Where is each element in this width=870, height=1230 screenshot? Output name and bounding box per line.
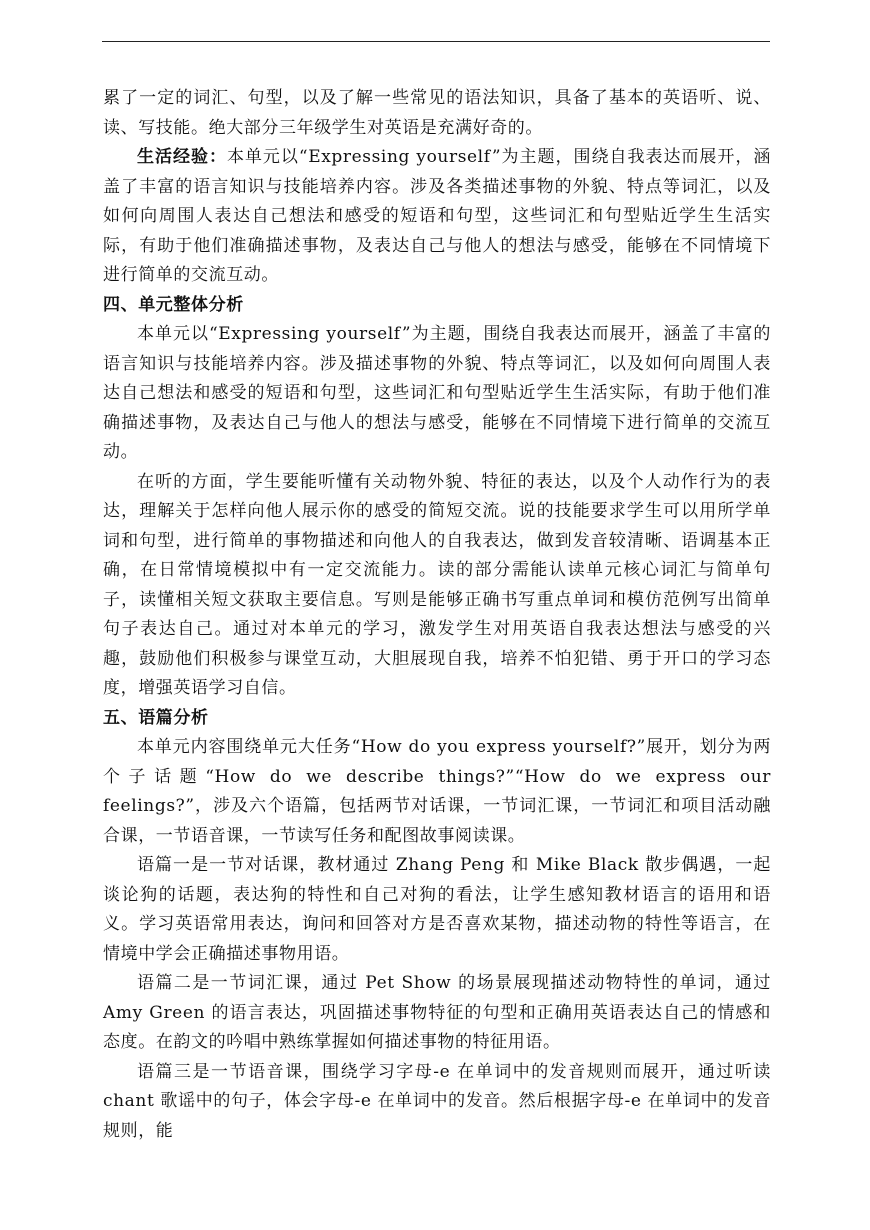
life-experience-text: 本单元以“Expressing yourself”为主题，围绕自我表达而展开，涵盖了丰富的语言知识与技能培养内容。涉及各类描述事物的外貌、特点等词汇，以及如何向周围人表达自己想法和感受的短语和句型，这些词汇和句型贴近学生生活实际，有助于他们准确描述事物，及表达自己与他人的想法与感受，能够在不同情境下进行简单的交流互动。	[103, 147, 772, 285]
section-5-paragraph-2: 语篇一是一节对话课，教材通过 Zhang Peng 和 Mike Black 散步偶遇，一起谈论狗的话题，表达狗的特性和自己对狗的看法，让学生感知教材语言的语用和语义。学习英语常用表达，询问和回答对方是否喜欢某物，描述动物的特性等语言，在情境中学会正确描述事物用语。	[103, 855, 771, 964]
section-4-heading: 四、单元整体分析	[103, 294, 244, 315]
document-body	[103, 84, 771, 1146]
life-experience-paragraph	[103, 143, 771, 291]
section-5-heading: 五、语篇分析	[103, 707, 209, 728]
life-experience-label: 生活经验：	[137, 147, 227, 167]
section-4-paragraph-2: 在听的方面，学生要能听懂有关动物外貌、特征的表达，以及个人动作行为的表达，理解关于怎样向他人展示你的感受的简短交流。说的技能要求学生可以用所学单词和句型，进行简单的事物描述和向他人的自我表达，做到发音较清晰、语调基本正确，在日常情境模拟中有一定交流能力。读的部分需能认读单元核心词汇与简单句子，读懂相关短文获取主要信息。写则是能够正确书写重点单词和模仿范例写出简单句子表达自己。通过对本单元的学习，激发学生对用英语自我表达想法与感受的兴趣，鼓励他们积极参与课堂互动，大胆展现自我，培养不怕犯错、勇于开口的学习态度，增强英语学习自信。	[103, 471, 771, 698]
section-4-paragraph-1: 本单元以“Expressing yourself”为主题，围绕自我表达而展开，涵盖了丰富的语言知识与技能培养内容。涉及描述事物的外貌、特点等词汇，以及如何向周围人表达自己想法和感受的短语和句型，这些词汇和句型贴近学生生活实际，有助于他们准确描述事物，及表达自己与他人的想法与感受，能够在不同情境下进行简单的交流互动。	[103, 324, 771, 462]
section-5-paragraph-4: 语篇三是一节语音课，围绕学习字母-e 在单词中的发音规则而展开，通过听读 chant 歌谣中的句子，体会字母-e 在单词中的发音。然后根据字母-e 在单词中的发音规则，能	[103, 1061, 771, 1141]
section-5-paragraph-3: 语篇二是一节词汇课，通过 Pet Show 的场景展现描述动物特性的单词，通过 Amy Green 的语言表达，巩固描述事物特征的句型和正确用英语表达自己的情感和态度。在韵文的吟唱中熟练掌握如何描述事物的特征用语。	[103, 973, 771, 1052]
header-rule	[102, 41, 770, 42]
section-5-paragraph-1: 本单元内容围绕单元大任务“How do you express yourself?”展开，划分为两个子话题“How do we describe things?”“How do we express our feelings?”，涉及六个语篇，包括两节对话课，一节词汇课，一节词汇和项目活动融合课，一节语音课，一节读写任务和配图故事阅读课。	[103, 737, 771, 846]
intro-paragraph: 累了一定的词汇、句型，以及了解一些常见的语法知识，具备了基本的英语听、说、读、写技能。绝大部分三年级学生对英语是充满好奇的。	[103, 88, 771, 138]
